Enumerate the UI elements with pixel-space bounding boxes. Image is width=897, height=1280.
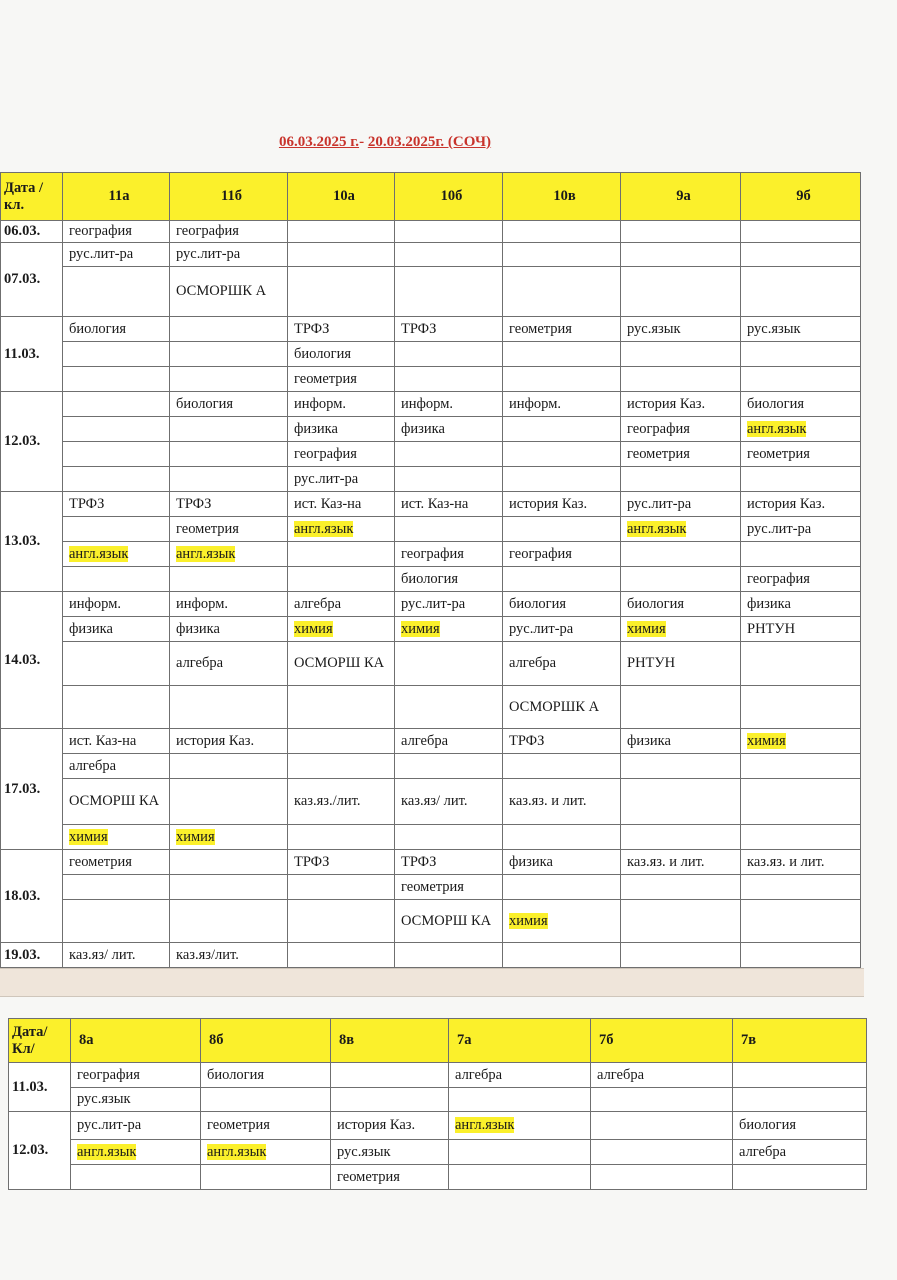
- subject-cell: рус.язык: [331, 1140, 449, 1165]
- page-title: [0, 134, 770, 151]
- subject-cell: география: [288, 442, 395, 467]
- table-row: [1, 342, 861, 367]
- subject-cell: [63, 392, 170, 417]
- subject-cell: [170, 850, 288, 875]
- subject-cell: [733, 1165, 867, 1190]
- schedule-table-senior: [0, 172, 861, 968]
- subject-cell: рус.лит-ра: [170, 243, 288, 267]
- subject-cell: география: [395, 542, 503, 567]
- subject-cell: [288, 686, 395, 729]
- subject-cell: [741, 779, 861, 825]
- subject-cell: [170, 900, 288, 943]
- table-row: [1, 686, 861, 729]
- subject-cell: [288, 617, 395, 642]
- subject-cell: [741, 243, 861, 267]
- subject-cell: ТРФЗ: [395, 850, 503, 875]
- subject-cell: геометрия: [395, 875, 503, 900]
- subject-cell: [503, 567, 621, 592]
- subject-cell: [503, 943, 621, 968]
- table-row: [9, 1088, 867, 1112]
- subject-cell: физика: [288, 417, 395, 442]
- subject-cell: [395, 617, 503, 642]
- subject-cell: рус.лит-ра: [741, 517, 861, 542]
- table-row: [1, 517, 861, 542]
- subject-cell: [288, 754, 395, 779]
- subject-cell: [621, 875, 741, 900]
- highlighted-subject: химия: [176, 828, 215, 845]
- subject-cell: алгебра: [288, 592, 395, 617]
- subject-cell: география: [71, 1063, 201, 1088]
- subject-cell: [621, 221, 741, 243]
- highlighted-subject: англ.язык: [77, 1143, 137, 1160]
- highlighted-subject: химия: [294, 620, 333, 637]
- subject-cell: [288, 221, 395, 243]
- table-row: [1, 367, 861, 392]
- highlighted-subject: англ.язык: [207, 1143, 267, 1160]
- table-row: [1, 392, 861, 417]
- subject-cell: [63, 442, 170, 467]
- subject-cell: [621, 779, 741, 825]
- highlighted-subject: химия: [509, 912, 548, 929]
- subject-cell: [170, 342, 288, 367]
- subject-cell: ОСМОРШ КА: [63, 779, 170, 825]
- subject-cell: [63, 875, 170, 900]
- subject-cell: физика: [395, 417, 503, 442]
- subject-cell: [741, 729, 861, 754]
- subject-cell: [288, 567, 395, 592]
- subject-cell: биология: [503, 592, 621, 617]
- table-header-row: [9, 1019, 867, 1063]
- subject-cell: история Каз.: [331, 1112, 449, 1140]
- table-row: [1, 492, 861, 517]
- subject-cell: ТРФЗ: [503, 729, 621, 754]
- table-row: [1, 875, 861, 900]
- subject-cell: [395, 243, 503, 267]
- subject-cell: [201, 1088, 331, 1112]
- subject-cell: [288, 267, 395, 317]
- subject-cell: [395, 825, 503, 850]
- subject-cell: [449, 1112, 591, 1140]
- table-row: [9, 1140, 867, 1165]
- subject-cell: [449, 1165, 591, 1190]
- subject-cell: [170, 825, 288, 850]
- subject-cell: ОСМОРШК А: [170, 267, 288, 317]
- subject-cell: рус.лит-ра: [621, 492, 741, 517]
- subject-cell: [503, 342, 621, 367]
- subject-cell: физика: [621, 729, 741, 754]
- subject-cell: ТРФЗ: [288, 850, 395, 875]
- subject-cell: [331, 1088, 449, 1112]
- highlighted-subject: химия: [747, 732, 786, 749]
- subject-cell: [741, 825, 861, 850]
- subject-cell: ОСМОРШК А: [503, 686, 621, 729]
- subject-cell: физика: [170, 617, 288, 642]
- subject-cell: география: [170, 221, 288, 243]
- subject-cell: каз.яз/ лит.: [63, 943, 170, 968]
- header-class: 9а: [621, 173, 741, 221]
- subject-cell: [288, 729, 395, 754]
- subject-cell: [170, 317, 288, 342]
- subject-cell: рус.язык: [741, 317, 861, 342]
- subject-cell: [503, 517, 621, 542]
- subject-cell: [170, 567, 288, 592]
- table-row: [1, 754, 861, 779]
- subject-cell: [449, 1088, 591, 1112]
- subject-cell: [741, 367, 861, 392]
- subject-cell: [71, 1140, 201, 1165]
- subject-cell: [503, 900, 621, 943]
- subject-cell: [503, 442, 621, 467]
- header-class: 7б: [591, 1019, 733, 1063]
- table-row: [9, 1112, 867, 1140]
- table-row: [1, 943, 861, 968]
- subject-cell: алгебра: [733, 1140, 867, 1165]
- subject-cell: рус.язык: [71, 1088, 201, 1112]
- subject-cell: геометрия: [288, 367, 395, 392]
- subject-cell: ТРФЗ: [170, 492, 288, 517]
- subject-cell: [395, 686, 503, 729]
- table-row: [1, 900, 861, 943]
- date-cell: 18.03.: [1, 850, 63, 943]
- subject-cell: [503, 875, 621, 900]
- subject-cell: [621, 900, 741, 943]
- highlighted-subject: англ.язык: [455, 1117, 515, 1133]
- table-row: [1, 542, 861, 567]
- title-end-date: 20.03.2025г. (СОЧ): [367, 134, 492, 150]
- subject-cell: каз.яз. и лит.: [503, 779, 621, 825]
- subject-cell: информ.: [503, 392, 621, 417]
- subject-cell: каз.яз/лит.: [170, 943, 288, 968]
- subject-cell: [591, 1112, 733, 1140]
- subject-cell: [591, 1140, 733, 1165]
- header-class: 8а: [71, 1019, 201, 1063]
- subject-cell: каз.яз./лит.: [288, 779, 395, 825]
- subject-cell: [331, 1063, 449, 1088]
- subject-cell: [288, 900, 395, 943]
- header-class: 8в: [331, 1019, 449, 1063]
- subject-cell: биология: [170, 392, 288, 417]
- table-row: [1, 617, 861, 642]
- subject-cell: рус.язык: [621, 317, 741, 342]
- subject-cell: [63, 542, 170, 567]
- subject-cell: биология: [741, 392, 861, 417]
- subject-cell: [741, 417, 861, 442]
- subject-cell: [591, 1165, 733, 1190]
- table-row: [1, 417, 861, 442]
- subject-cell: [63, 417, 170, 442]
- header-date: Дата /кл.: [1, 173, 63, 221]
- subject-cell: [621, 367, 741, 392]
- header-class: 11а: [63, 173, 170, 221]
- subject-cell: [741, 342, 861, 367]
- subject-cell: [63, 642, 170, 686]
- highlighted-subject: англ.язык: [294, 520, 354, 537]
- subject-cell: информ.: [170, 592, 288, 617]
- subject-cell: [741, 686, 861, 729]
- subject-cell: геометрия: [741, 442, 861, 467]
- subject-cell: [503, 221, 621, 243]
- subject-cell: [288, 243, 395, 267]
- subject-cell: [621, 467, 741, 492]
- subject-cell: [395, 943, 503, 968]
- table-row: [1, 317, 861, 342]
- date-cell: 12.03.: [9, 1112, 71, 1190]
- subject-cell: география: [621, 417, 741, 442]
- subject-cell: [63, 367, 170, 392]
- table-row: [1, 779, 861, 825]
- table-row: [1, 729, 861, 754]
- highlighted-subject: химия: [69, 828, 108, 845]
- subject-cell: [288, 825, 395, 850]
- subject-cell: алгебра: [63, 754, 170, 779]
- subject-cell: [395, 517, 503, 542]
- subject-cell: [170, 686, 288, 729]
- subject-cell: [741, 642, 861, 686]
- subject-cell: [621, 567, 741, 592]
- subject-cell: геометрия: [503, 317, 621, 342]
- date-cell: 13.03.: [1, 492, 63, 592]
- subject-cell: ТРФЗ: [395, 317, 503, 342]
- table-row: [1, 567, 861, 592]
- subject-cell: алгебра: [591, 1063, 733, 1088]
- subject-cell: [63, 267, 170, 317]
- table-row: [9, 1063, 867, 1088]
- subject-cell: география: [63, 221, 170, 243]
- highlighted-subject: химия: [627, 620, 666, 637]
- subject-cell: [621, 243, 741, 267]
- subject-cell: [395, 642, 503, 686]
- subject-cell: рус.лит-ра: [503, 617, 621, 642]
- subject-cell: [449, 1140, 591, 1165]
- subject-cell: история Каз.: [741, 492, 861, 517]
- title-start-date: 06.03.2025 г.: [278, 134, 360, 150]
- subject-cell: биология: [288, 342, 395, 367]
- subject-cell: [621, 943, 741, 968]
- table-row: [1, 221, 861, 243]
- table-row: [1, 825, 861, 850]
- subject-cell: [621, 754, 741, 779]
- subject-cell: алгебра: [170, 642, 288, 686]
- table-row: [1, 442, 861, 467]
- subject-cell: [733, 1063, 867, 1088]
- subject-cell: [621, 267, 741, 317]
- subject-cell: [395, 267, 503, 317]
- subject-cell: [170, 442, 288, 467]
- header-class: 10а: [288, 173, 395, 221]
- header-class: 10в: [503, 173, 621, 221]
- page-strip: [0, 968, 864, 997]
- subject-cell: ОСМОРШ КА: [395, 900, 503, 943]
- subject-cell: [170, 875, 288, 900]
- subject-cell: [288, 943, 395, 968]
- highlighted-subject: англ.язык: [627, 520, 687, 537]
- subject-cell: [71, 1165, 201, 1190]
- subject-cell: [288, 542, 395, 567]
- subject-cell: [395, 442, 503, 467]
- subject-cell: [741, 754, 861, 779]
- subject-cell: каз.яз. и лит.: [741, 850, 861, 875]
- highlighted-subject: англ.язык: [69, 545, 129, 562]
- header-class: 7в: [733, 1019, 867, 1063]
- subject-cell: физика: [63, 617, 170, 642]
- header-class: 11б: [170, 173, 288, 221]
- subject-cell: история Каз.: [170, 729, 288, 754]
- subject-cell: [63, 567, 170, 592]
- subject-cell: [170, 542, 288, 567]
- header-class: 7а: [449, 1019, 591, 1063]
- subject-cell: [503, 417, 621, 442]
- subject-cell: [170, 367, 288, 392]
- subject-cell: [621, 517, 741, 542]
- subject-cell: алгебра: [449, 1063, 591, 1088]
- subject-cell: ист. Каз-на: [395, 492, 503, 517]
- schedule-table-junior: [8, 1018, 867, 1190]
- subject-cell: [170, 754, 288, 779]
- date-cell: 12.03.: [1, 392, 63, 492]
- subject-cell: [621, 825, 741, 850]
- subject-cell: [170, 779, 288, 825]
- date-cell: 11.03.: [1, 317, 63, 392]
- subject-cell: [201, 1165, 331, 1190]
- subject-cell: [503, 267, 621, 317]
- header-date: Дата/ Кл/: [9, 1019, 71, 1063]
- subject-cell: [63, 825, 170, 850]
- table-row: [1, 467, 861, 492]
- subject-cell: информ.: [288, 392, 395, 417]
- subject-cell: биология: [395, 567, 503, 592]
- header-class: 9б: [741, 173, 861, 221]
- subject-cell: [591, 1088, 733, 1112]
- subject-cell: геометрия: [170, 517, 288, 542]
- subject-cell: география: [503, 542, 621, 567]
- subject-cell: физика: [503, 850, 621, 875]
- subject-cell: [503, 367, 621, 392]
- subject-cell: [63, 342, 170, 367]
- subject-cell: [741, 542, 861, 567]
- subject-cell: [170, 417, 288, 442]
- subject-cell: ист. Каз-на: [288, 492, 395, 517]
- subject-cell: каз.яз/ лит.: [395, 779, 503, 825]
- subject-cell: [201, 1140, 331, 1165]
- subject-cell: [288, 517, 395, 542]
- header-class: 8б: [201, 1019, 331, 1063]
- subject-cell: [395, 467, 503, 492]
- date-cell: 14.03.: [1, 592, 63, 729]
- subject-cell: [288, 875, 395, 900]
- subject-cell: каз.яз. и лит.: [621, 850, 741, 875]
- subject-cell: рус.лит-ра: [288, 467, 395, 492]
- subject-cell: [63, 467, 170, 492]
- subject-cell: ист. Каз-на: [63, 729, 170, 754]
- subject-cell: [741, 221, 861, 243]
- subject-cell: [63, 686, 170, 729]
- subject-cell: биология: [733, 1112, 867, 1140]
- table-row: [1, 642, 861, 686]
- subject-cell: информ.: [395, 392, 503, 417]
- date-cell: 07.03.: [1, 243, 63, 317]
- subject-cell: алгебра: [503, 642, 621, 686]
- subject-cell: [503, 825, 621, 850]
- subject-cell: [621, 686, 741, 729]
- subject-cell: [621, 342, 741, 367]
- highlighted-subject: химия: [401, 620, 440, 637]
- subject-cell: [621, 617, 741, 642]
- subject-cell: геометрия: [201, 1112, 331, 1140]
- table-row: [9, 1165, 867, 1190]
- date-cell: 19.03.: [1, 943, 63, 968]
- table-row: [1, 243, 861, 267]
- table-row: [1, 267, 861, 317]
- subject-cell: геометрия: [63, 850, 170, 875]
- header-class: 10б: [395, 173, 503, 221]
- subject-cell: рус.лит-ра: [395, 592, 503, 617]
- subject-cell: история Каз.: [621, 392, 741, 417]
- subject-cell: алгебра: [395, 729, 503, 754]
- subject-cell: [503, 243, 621, 267]
- highlighted-subject: англ.язык: [747, 420, 807, 437]
- subject-cell: геометрия: [331, 1165, 449, 1190]
- table-row: [1, 592, 861, 617]
- subject-cell: [741, 900, 861, 943]
- subject-cell: биология: [63, 317, 170, 342]
- subject-cell: [395, 754, 503, 779]
- subject-cell: физика: [741, 592, 861, 617]
- subject-cell: история Каз.: [503, 492, 621, 517]
- date-cell: 17.03.: [1, 729, 63, 850]
- subject-cell: рус.лит-ра: [63, 243, 170, 267]
- table-header-row: [1, 173, 861, 221]
- subject-cell: [395, 342, 503, 367]
- subject-cell: ОСМОРШ КА: [288, 642, 395, 686]
- subject-cell: [395, 367, 503, 392]
- table-row: [1, 850, 861, 875]
- title-separator: -: [359, 134, 368, 150]
- subject-cell: [395, 221, 503, 243]
- subject-cell: [63, 900, 170, 943]
- subject-cell: [741, 943, 861, 968]
- subject-cell: [741, 875, 861, 900]
- subject-cell: биология: [201, 1063, 331, 1088]
- subject-cell: ТРФЗ: [288, 317, 395, 342]
- subject-cell: информ.: [63, 592, 170, 617]
- subject-cell: биология: [621, 592, 741, 617]
- subject-cell: [741, 267, 861, 317]
- subject-cell: геометрия: [621, 442, 741, 467]
- subject-cell: ТРФЗ: [63, 492, 170, 517]
- subject-cell: рус.лит-ра: [71, 1112, 201, 1140]
- subject-cell: РНТУН: [741, 617, 861, 642]
- date-cell: 06.03.: [1, 221, 63, 243]
- subject-cell: [170, 467, 288, 492]
- highlighted-subject: англ.язык: [176, 545, 236, 562]
- subject-cell: [503, 754, 621, 779]
- subject-cell: география: [741, 567, 861, 592]
- subject-cell: РНТУН: [621, 642, 741, 686]
- subject-cell: [741, 467, 861, 492]
- subject-cell: [733, 1088, 867, 1112]
- subject-cell: [63, 517, 170, 542]
- subject-cell: [621, 542, 741, 567]
- subject-cell: [503, 467, 621, 492]
- date-cell: 11.03.: [9, 1063, 71, 1112]
